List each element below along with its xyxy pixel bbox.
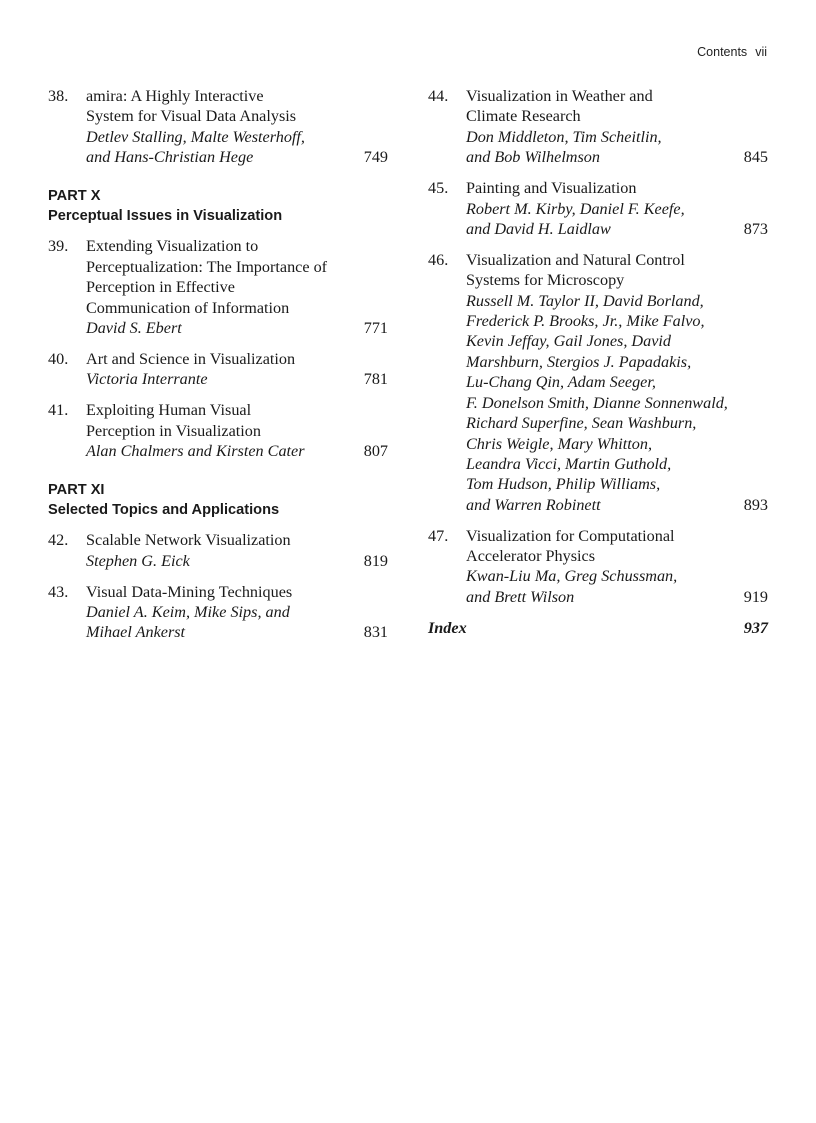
chapter-title-line: Art and Science in Visualization bbox=[86, 349, 296, 368]
page-number: 807 bbox=[363, 442, 388, 461]
toc-entry-index[interactable] bbox=[428, 618, 768, 638]
chapter-authors-line: Lu-Chang Qin, Adam Seeger, bbox=[466, 373, 656, 392]
page-folio: vii bbox=[755, 45, 767, 59]
chapter-authors-line: Kwan-Liu Ma, Greg Schussman, bbox=[466, 567, 678, 586]
toc-entry-46[interactable] bbox=[428, 250, 768, 515]
chapter-title-line: Perceptualization: The Importance of bbox=[86, 257, 328, 276]
toc-entry-47[interactable] bbox=[428, 526, 768, 608]
entry-body bbox=[48, 86, 388, 168]
chapter-title-line: Painting and Visualization bbox=[466, 179, 637, 198]
chapter-authors-line: Leandra Vicci, Martin Guthold, bbox=[466, 454, 672, 473]
page-number: 781 bbox=[363, 370, 388, 389]
part-label: PART X bbox=[48, 187, 101, 204]
chapter-title-line: Climate Research bbox=[466, 107, 581, 126]
toc-entry-42[interactable] bbox=[48, 530, 388, 571]
page-number: 919 bbox=[743, 587, 768, 606]
chapter-number: 38. bbox=[48, 87, 69, 105]
part-label: PART XI bbox=[48, 481, 105, 498]
chapter-number: 43. bbox=[48, 582, 69, 601]
chapter-authors-line: Mihael Ankerst bbox=[86, 623, 186, 642]
chapter-title-line: Visualization and Natural Control bbox=[466, 250, 685, 269]
page-number: 749 bbox=[363, 148, 388, 167]
chapter-number: 40. bbox=[48, 349, 69, 368]
toc-left-column bbox=[48, 86, 388, 653]
chapter-number: 41. bbox=[48, 401, 69, 420]
toc-entry-43[interactable] bbox=[48, 582, 388, 643]
chapter-authors-line: Daniel A. Keim, Mike Sips, and bbox=[86, 603, 290, 622]
chapter-title-line: amira: A Highly Interactive bbox=[86, 87, 264, 105]
chapter-authors-line: Stephen G. Eick bbox=[86, 551, 190, 570]
toc-entry-41[interactable] bbox=[48, 400, 388, 461]
entry-body bbox=[48, 349, 388, 390]
entry-body bbox=[428, 526, 768, 608]
chapter-authors-line: and Brett Wilson bbox=[466, 587, 575, 606]
chapter-authors-line: Kevin Jeffay, Gail Jones, David bbox=[466, 332, 671, 351]
toc-entry-39[interactable] bbox=[48, 236, 388, 338]
chapter-authors-line: and Warren Robinett bbox=[466, 495, 601, 514]
chapter-title-line: Perception in Visualization bbox=[86, 421, 261, 440]
chapter-number: 39. bbox=[48, 237, 69, 256]
chapter-authors-line: and David H. Laidlaw bbox=[466, 219, 611, 238]
chapter-authors-line: David S. Ebert bbox=[86, 319, 182, 338]
chapter-authors-line: and Hans-Christian Hege bbox=[86, 148, 254, 167]
chapter-authors-line: Frederick P. Brooks, Jr., Mike Falvo, bbox=[466, 312, 705, 331]
toc-entry-38[interactable] bbox=[48, 86, 388, 168]
chapter-authors-line: F. Donelson Smith, Dianne Sonnenwald, bbox=[466, 393, 728, 412]
running-head-section: Contents bbox=[697, 45, 748, 59]
page-number: 893 bbox=[743, 495, 768, 514]
chapter-authors-line: Victoria Interrante bbox=[86, 370, 208, 389]
chapter-authors-line: Detlev Stalling, Malte Westerhoff, bbox=[86, 127, 305, 146]
chapter-title-line: Extending Visualization to bbox=[86, 237, 259, 256]
toc-entry-44[interactable] bbox=[428, 86, 768, 168]
entry-body bbox=[428, 86, 768, 168]
entry-body bbox=[48, 582, 388, 643]
chapter-title-line: Accelerator Physics bbox=[466, 547, 596, 566]
page-number: 771 bbox=[363, 319, 388, 338]
chapter-number: 47. bbox=[428, 526, 449, 545]
page-number: 845 bbox=[743, 148, 768, 167]
chapter-authors-line: Tom Hudson, Philip Williams, bbox=[466, 475, 661, 494]
chapter-number: 44. bbox=[428, 87, 449, 105]
toc-right-column bbox=[428, 86, 768, 639]
chapter-number: 42. bbox=[48, 531, 69, 550]
chapter-title-line: Visualization in Weather and bbox=[466, 87, 653, 105]
chapter-authors-line: Marshburn, Stergios J. Papadakis, bbox=[466, 352, 692, 371]
entry-body bbox=[428, 250, 768, 515]
part-heading-x bbox=[48, 186, 388, 227]
entry-body bbox=[428, 178, 768, 239]
entry-body bbox=[48, 400, 388, 461]
chapter-authors-line: and Bob Wilhelmson bbox=[466, 148, 600, 167]
part-title: Perceptual Issues in Visualization bbox=[48, 208, 283, 225]
toc-entry-45[interactable] bbox=[428, 178, 768, 239]
chapter-title-line: Systems for Microscopy bbox=[466, 271, 625, 290]
entry-body bbox=[48, 530, 388, 571]
chapter-title-line: Communication of Information bbox=[86, 298, 290, 317]
index-label: Index bbox=[428, 619, 467, 638]
entry-body bbox=[48, 236, 388, 338]
chapter-title-line: Perception in Effective bbox=[86, 278, 235, 297]
chapter-authors-line: Don Middleton, Tim Scheitlin, bbox=[466, 127, 662, 146]
chapter-title-line: Exploiting Human Visual bbox=[86, 401, 252, 420]
chapter-authors-line: Russell M. Taylor II, David Borland, bbox=[466, 291, 704, 310]
page-number: 937 bbox=[743, 619, 768, 638]
chapter-title-line: Visualization for Computational bbox=[466, 526, 675, 545]
page-number: 831 bbox=[363, 623, 388, 642]
chapter-number: 45. bbox=[428, 179, 449, 198]
running-head bbox=[697, 45, 767, 59]
part-heading-xi bbox=[48, 480, 388, 521]
page-number: 873 bbox=[743, 219, 768, 238]
chapter-authors-line: Richard Superfine, Sean Washburn, bbox=[466, 414, 697, 433]
chapter-authors-line: Chris Weigle, Mary Whitton, bbox=[466, 434, 652, 453]
part-title: Selected Topics and Applications bbox=[48, 501, 280, 518]
chapter-number: 46. bbox=[428, 250, 449, 269]
chapter-title-line: Scalable Network Visualization bbox=[86, 531, 291, 550]
chapter-authors-line: Robert M. Kirby, Daniel F. Keefe, bbox=[466, 199, 685, 218]
toc-entry-40[interactable] bbox=[48, 349, 388, 390]
chapter-title-line: System for Visual Data Analysis bbox=[86, 107, 297, 126]
chapter-title-line: Visual Data-Mining Techniques bbox=[86, 582, 293, 601]
page-number: 819 bbox=[363, 551, 388, 570]
chapter-authors-line: Alan Chalmers and Kirsten Cater bbox=[86, 442, 305, 461]
